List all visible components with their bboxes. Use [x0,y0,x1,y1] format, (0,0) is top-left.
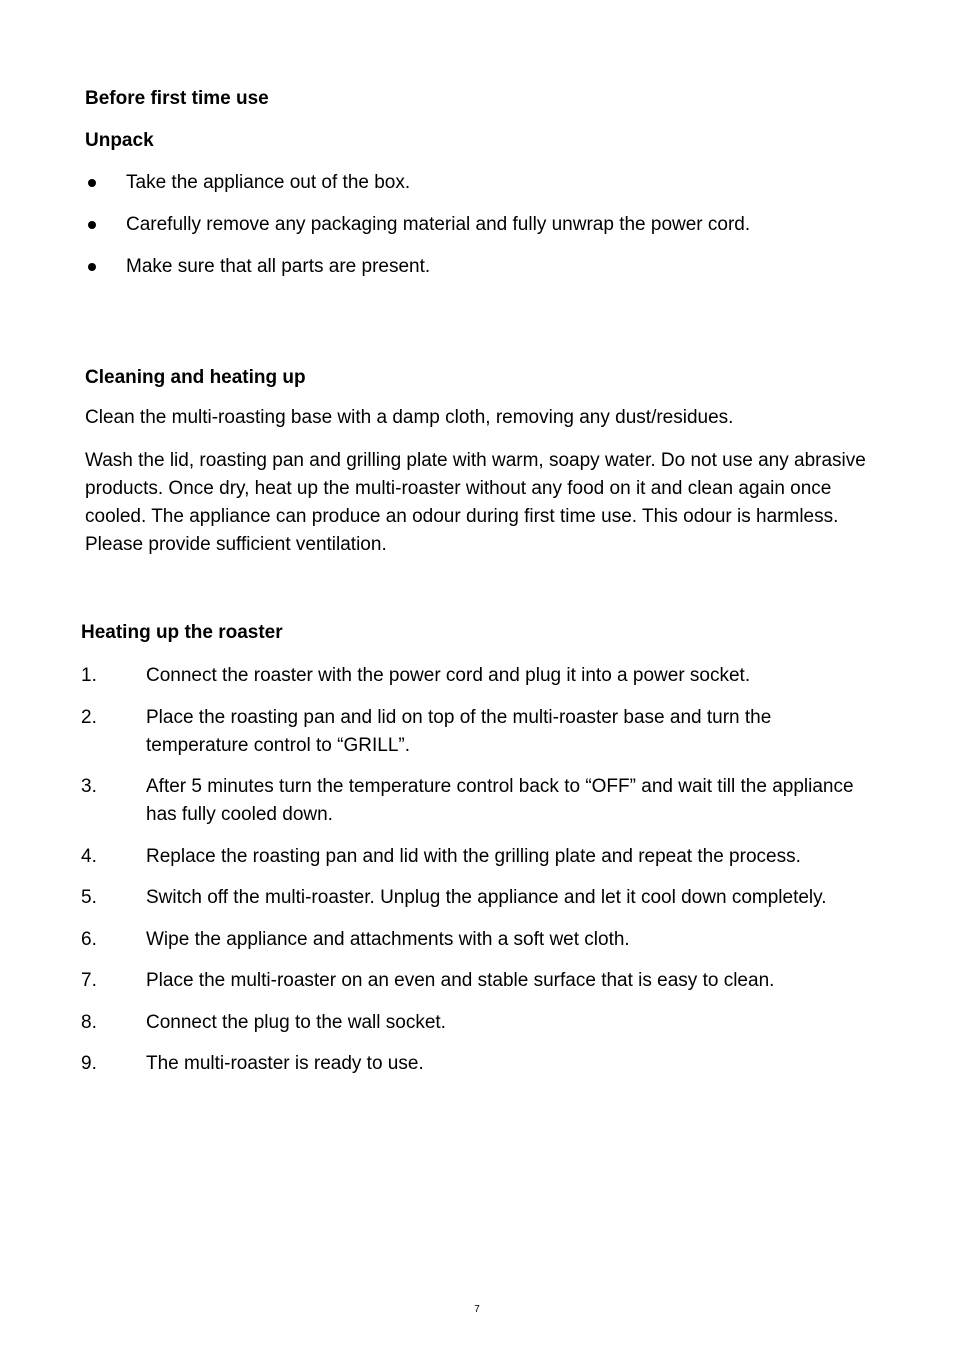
section-title-before-first-use: Before first time use [85,88,269,109]
bullet-icon [88,263,96,271]
page-number: 7 [474,1304,480,1315]
subsection-title-unpack: Unpack [85,130,154,151]
step-text: Wipe the appliance and attachments with a soft wet cloth. [146,928,630,950]
step-text: The multi-roaster is ready to use. [146,1053,424,1074]
list-item [81,704,871,760]
bullet-icon [88,179,96,187]
list-item [81,926,871,954]
list-item [81,843,871,871]
step-number: 4. [81,845,97,867]
step-text: Place the multi-roaster on an even and stable surface that is easy to clean. [146,970,775,991]
step-number: 1. [81,665,97,686]
step-number: 3. [81,776,97,797]
list-item-text: Make sure that all parts are present. [126,256,431,277]
step-text: Connect the roaster with the power cord and plug it into a power socket. [146,665,751,686]
step-text: After 5 minutes turn the temperature control back to “OFF” and wait till the appliance has fully cooled down. [146,776,854,825]
list-item [81,1009,871,1037]
section-title-cleaning: Cleaning and heating up [85,367,306,388]
list-item [81,884,871,912]
heating-steps-list [81,662,871,1092]
bullet-icon [88,221,96,229]
step-text: Replace the roasting pan and lid with the grilling plate and repeat the process. [146,845,801,867]
step-text: Connect the plug to the wall socket. [146,1011,446,1033]
list-item [81,967,871,995]
list-item-text: Carefully remove any packaging material and fully unwrap the power cord. [126,214,751,235]
step-number: 5. [81,887,97,908]
step-number: 8. [81,1011,97,1033]
list-item [81,1050,871,1078]
list-item [81,662,871,690]
step-number: 2. [81,706,97,728]
list-item-text: Take the appliance out of the box. [126,172,411,193]
step-text: Place the roasting pan and lid on top of the multi-roaster base and turn the temperature control to “GRILL”. [146,706,772,756]
cleaning-paragraph-1: Clean the multi-roasting base with a damp cloth, removing any dust/residues. [85,407,734,428]
step-text: Switch off the multi-roaster. Unplug the appliance and let it cool down completely. [146,887,827,908]
step-number: 6. [81,928,97,950]
cleaning-paragraph-2: Wash the lid, roasting pan and grilling plate with warm, soapy water. Do not use any abrasive products. Once dry, heat up the multi-roaster without any food on it and clean again once cooled. The appliance can produce an odour during first time use. This odour is harmless. Please provide sufficient ventilation. [85,450,866,555]
step-number: 9. [81,1053,97,1074]
section-title-heating: Heating up the roaster [81,622,283,643]
step-number: 7. [81,970,97,991]
list-item [81,773,871,829]
